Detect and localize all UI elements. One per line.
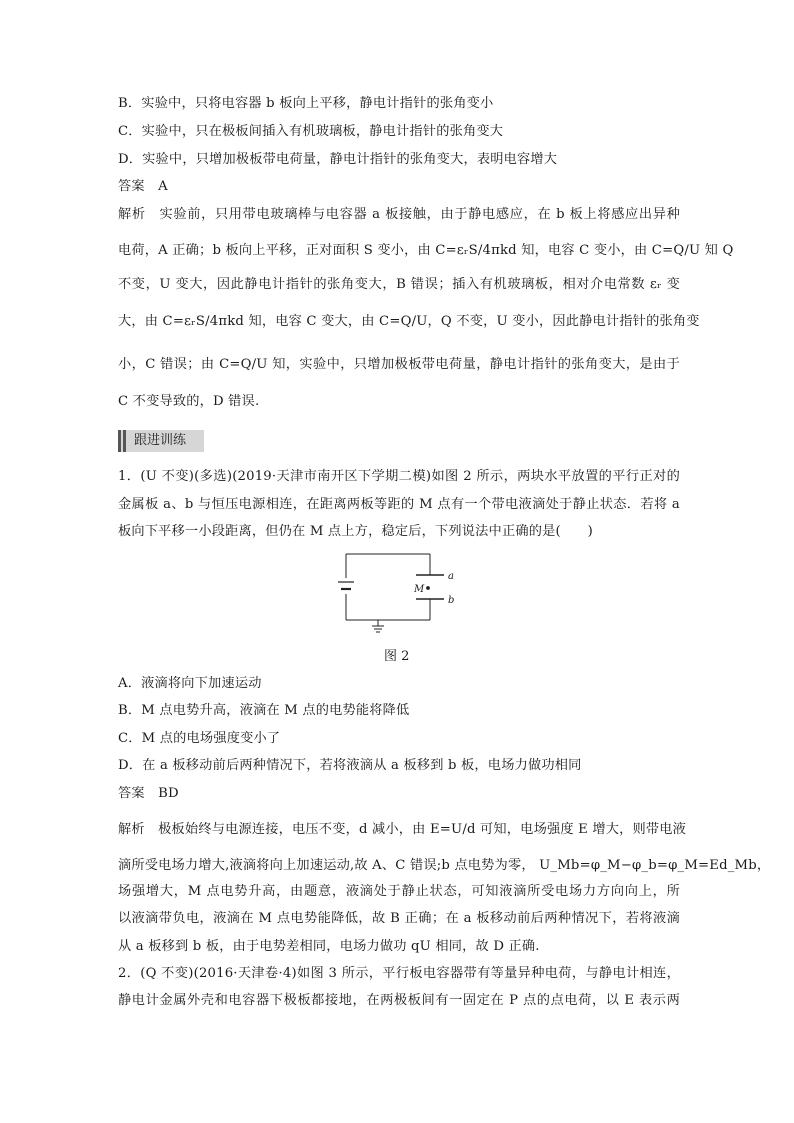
analysis-1-line-3: 不变，U 变大，因此静电计指针的张角变大，B 错误；插入有机玻璃板，相对介电常数 εᵣ 变 [118, 277, 680, 292]
question-1-line-1: 1．(U 不变)(多选)(2019·天津市南开区下学期二模)如图 2 所示，两块水平放置的平行正对的 [118, 469, 680, 484]
figure-caption: 图 2 [384, 649, 410, 664]
question-1-line-3: 板向下平移一小段距离，但仍在 M 点上方，稳定后，下列说法中正确的是( ) [118, 524, 593, 539]
circuit-diagram [330, 548, 470, 640]
label-b: b [448, 595, 455, 606]
question-1-line-2: 金属板 a、b 与恒压电源相连，在距离两板等距的 M 点有一个带电液滴处于静止状态．若将 a [118, 497, 680, 512]
analysis-2-line-1: 解析 极板始终与电源连接，电压不变，d 减小，由 E=U/d 可知，电场强度 E 增大，则带电液 [118, 822, 687, 837]
section-header [118, 430, 204, 452]
answer-1: 答案 A [118, 179, 168, 194]
question-2-line-2: 静电计金属外壳和电容器下极板都接地，在两极板间有一固定在 P 点的点电荷，以 E 表示两 [118, 993, 680, 1008]
analysis-1-line-1: 解析 实验前，只用带电玻璃棒与电容器 a 板接触，由于静电感应，在 b 板上将感应出异种 [118, 207, 680, 222]
label-a: a [448, 571, 454, 582]
analysis-2-line-3: 场强增大，M 点电势升高，由题意，液滴处于静止状态，可知液滴所受电场力方向向上，所 [118, 884, 680, 899]
analysis-2-line-5: 从 a 板移到 b 板，由于电势差相同，电场力做功 qU 相同，故 D 正确. [118, 939, 540, 954]
analysis-2-line-4: 以液滴带负电，液滴在 M 点电势能降低，故 B 正确；在 a 板移动前后两种情况下，若将液滴 [118, 911, 680, 926]
q1-option-a: A．液滴将向下加速运动 [118, 676, 262, 691]
analysis-1-line-6: C 不变导致的，D 错误. [118, 394, 260, 409]
q1-option-d: D．在 a 板移动前后两种情况下，若将液滴从 a 板移到 b 板，电场力做功相同 [118, 758, 582, 773]
ground-symbol [372, 626, 384, 632]
section-header-bars [118, 430, 128, 452]
label-m: M [414, 584, 425, 595]
analysis-1-line-2: 电荷，A 正确；b 板向上平移，正对面积 S 变小，由 C=εᵣS/4πkd 知，电容 C 变小，由 C=Q/U 知 Q [118, 243, 734, 258]
answer-2: 答案 BD [118, 786, 179, 801]
option-b-prev: B．实验中，只将电容器 b 板向上平移，静电计指针的张角变小 [118, 96, 494, 111]
q1-option-b: B．M 点电势升高，液滴在 M 点的电势能将降低 [118, 703, 410, 718]
q1-option-c: C．M 点的电场强度变小了 [118, 731, 281, 746]
question-2-line-1: 2．(Q 不变)(2016·天津卷·4)如图 3 所示，平行板电容器带有等量异种电荷，与静电计相连， [118, 966, 680, 981]
section-title: 跟进训练 [134, 433, 187, 448]
option-c-prev: C．实验中，只在极板间插入有机玻璃板，静电计指针的张角变大 [118, 124, 504, 139]
analysis-1-line-5: 小，C 错误；由 C=Q/U 知，实验中，只增加极板带电荷量，静电计指针的张角变大，是由于 [118, 357, 680, 372]
analysis-2-line-2: 滴所受电场力增大,液滴将向上加速运动,故 A、C 错误;b 点电势为零， U_Mb=φ_M−φ_b=φ_M=Ed_Mb， [118, 858, 771, 873]
analysis-1-line-4: 大，由 C=εᵣS/4πkd 知，电容 C 变大，由 C=Q/U，Q 不变，U 变小，因此静电计指针的张角变 [118, 314, 700, 329]
battery-symbol [338, 582, 354, 589]
option-d-prev: D．实验中，只增加极板带电荷量，静电计指针的张角变大，表明电容增大 [118, 152, 558, 167]
charged-droplet [426, 586, 430, 590]
